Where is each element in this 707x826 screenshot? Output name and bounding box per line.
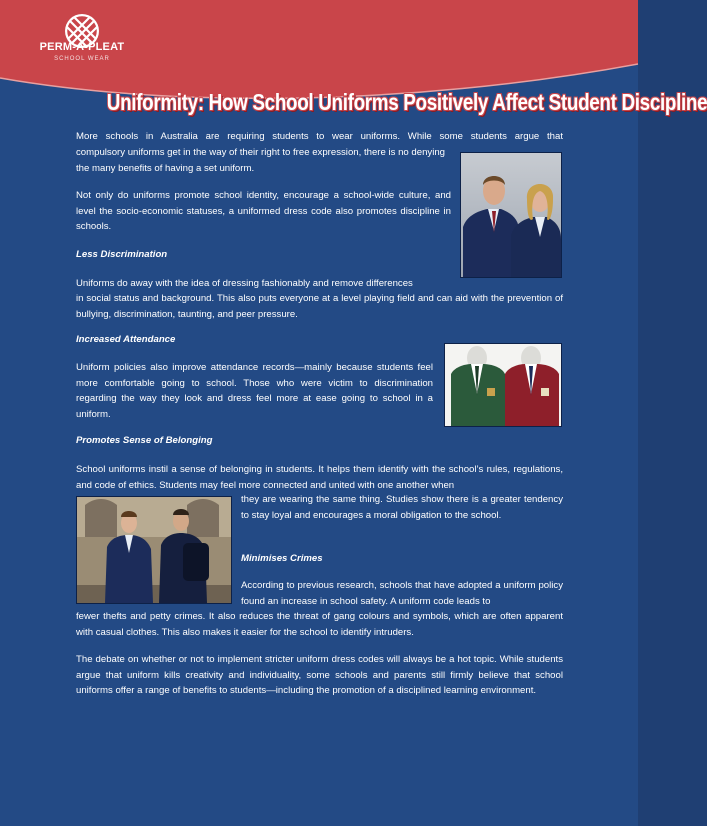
heading-less-discrimination: Less Discrimination — [76, 249, 168, 260]
increased-attendance-text: Uniform policies also improve attendance records—mainly because students feel more comfortable going to school. Those who were victim to discrimination regarding the way they look and dress feel more at ease going to school in a uniform. — [76, 362, 433, 420]
page-title: Uniformity: How School Uniforms Positively Affect Student Discipline — [106, 89, 707, 115]
heading-sense-of-belonging: Promotes Sense of Belonging — [76, 435, 213, 446]
sense-of-belonging-rest: they are wearing the same thing. Studies show there is a greater tendency to stay loyal and encourages a moral obligation to the school. — [241, 494, 563, 521]
blazers-photo — [444, 343, 562, 427]
intro-paragraph-2: Not only do uniforms promote school identity, encourage a school-wide culture, and level the socio-economic statuses, a uniformed dress code also promotes discipline in schools. — [76, 190, 451, 232]
brand-name: PERM-A-PLEAT — [39, 41, 125, 53]
conclusion-paragraph: The debate on whether or not to implement stricter uniform dress codes will always be a hot topic. While students argue that uniform kills creativity and individuality, some schools and parents still firmly believe that school uniforms offer a range of benefits to students—including the promotion of a disciplined learning environment. — [76, 654, 563, 696]
less-discrimination-rest: in social status and background. This also puts everyone at a level playing field and can aid with the prevention of bullying, discrimination, taunting, and peer pressure. — [76, 293, 563, 320]
heading-increased-attendance: Increased Attendance — [76, 334, 176, 345]
students-photo — [460, 152, 562, 278]
students-walking-photo — [76, 496, 232, 604]
brand-subtitle: SCHOOL WEAR — [54, 56, 110, 62]
intro-paragraph-line1: More schools in Australia are requiring students to wear uniforms. While some students argue that — [76, 131, 563, 142]
sense-of-belonging-lines: School uniforms instil a sense of belonging in students. It helps them identify with the school’s rules, regulations, and code of ethics. Students may feel more connected and united with one another when — [76, 464, 563, 491]
intro-paragraph-rest: compulsory uniforms get in the way of their right to free expression, there is no denying the many benefits of having a set uniform. — [76, 147, 446, 174]
brand-logo-icon — [46, 2, 118, 64]
less-discrimination-line1: Uniforms do away with the idea of dressing fashionably and remove differences — [76, 278, 413, 289]
minimises-crimes-part1: According to previous research, schools that have adopted a uniform policy found an increase in school safety. A uniform code leads to — [241, 580, 563, 607]
heading-minimises-crimes: Minimises Crimes — [241, 553, 323, 564]
minimises-crimes-part2: fewer thefts and petty crimes. It also reduces the threat of gang colours and symbols, which are often apparent with casual clothes. This also makes it easier for the school to identify intruders. — [76, 611, 563, 638]
